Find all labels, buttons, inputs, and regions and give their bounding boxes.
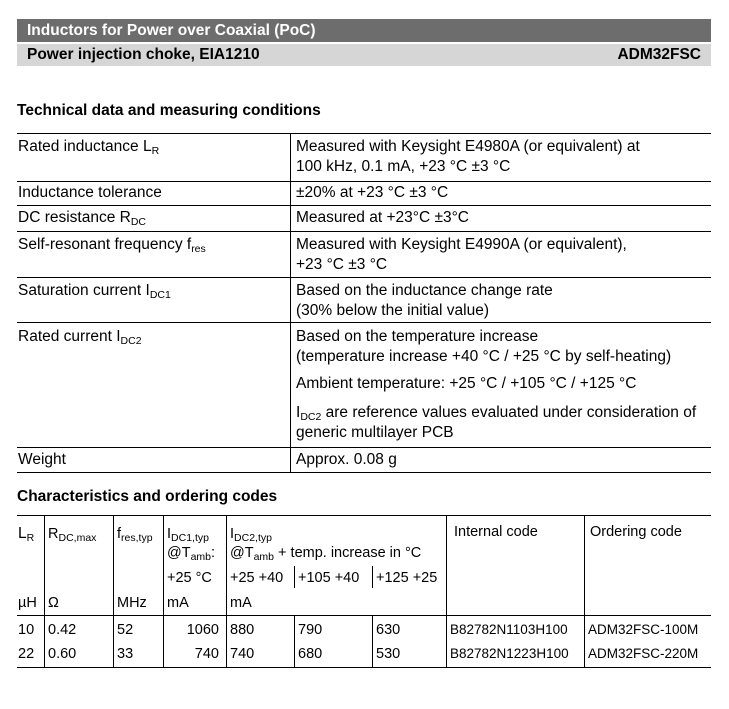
cell-lr: 10: [18, 622, 35, 638]
col-head-idc2-105: +105 +40: [298, 570, 360, 586]
unit-rdc: Ω: [48, 595, 59, 611]
cond-rated-current-3: Ambient temperature: +25 °C / +105 °C / +125 °C: [296, 375, 637, 392]
cell-fres: 52: [117, 622, 134, 638]
col-head-fres: $f_{res,typ}$: [117, 526, 153, 544]
col-head-idc1-at: $@T_{amb}$:: [167, 545, 216, 563]
param-self-resonant-frequency: Self-resonant frequency $f_{res}$: [18, 236, 206, 255]
cond-rated-inductance-2: 100 kHz, 0.1 mA, +23 °C ±3 °C: [296, 158, 511, 175]
section-title: Inductors for Power over Coaxial (PoC): [27, 22, 316, 39]
cond-dc-resistance: Measured at +23°C ±3°C: [296, 209, 469, 226]
unit-lr: µH: [18, 595, 37, 611]
subtitle-bar: [17, 44, 711, 66]
cond-rated-inductance-1: Measured with Keysight E4980A (or equivalent) at: [296, 138, 640, 155]
cond-rated-current-1: Based on the temperature increase: [296, 328, 539, 345]
cell-idc1: 740: [194, 646, 219, 662]
cond-rated-current-5: generic multilayer PCB: [296, 424, 454, 441]
cell-idc2-125: 630: [376, 622, 401, 638]
col-head-lr: $L_R$: [18, 525, 35, 544]
col-head-idc2: $I_{DC2,typ}$: [230, 526, 272, 544]
section-title-bar: [17, 19, 711, 42]
cond-rated-current-2: (temperature increase +40 °C / +25 °C by self-heating): [296, 348, 672, 365]
cell-idc2-125: 530: [376, 646, 401, 662]
param-dc-resistance: DC resistance $R_{DC}$: [18, 209, 147, 228]
col-head-idc1-temp: +25 °C: [167, 570, 212, 586]
cond-self-resonant-1: Measured with Keysight E4990A (or equivalent),: [296, 236, 627, 253]
param-rated-inductance: Rated inductance $L_R$: [18, 138, 160, 157]
cell-idc2-25: 880: [230, 622, 255, 638]
cell-ordering-code: ADM32FSC-220M: [588, 646, 699, 661]
cell-ordering-code: ADM32FSC-100M: [588, 622, 699, 637]
param-inductance-tolerance: Inductance tolerance: [18, 184, 162, 201]
col-head-ordering-code: Ordering code: [590, 524, 682, 540]
unit-fres: MHz: [117, 595, 147, 611]
col-head-rdc: $R_{DC,max}$: [48, 526, 97, 544]
col-head-idc1: $I_{DC1,typ}$: [167, 526, 209, 544]
part-number: ADM32FSC: [617, 46, 701, 63]
param-weight: Weight: [18, 451, 66, 468]
cell-idc2-25: 740: [230, 646, 255, 662]
cond-saturation-2: (30% below the initial value): [296, 302, 489, 319]
cell-idc1: 1060: [186, 622, 219, 638]
cell-internal-code: B82782N1103H100: [450, 622, 568, 637]
param-rated-current: Rated current $I_{DC2}$: [18, 328, 142, 347]
col-head-internal-code: Internal code: [454, 524, 538, 540]
cell-lr: 22: [18, 646, 35, 662]
cell-rdc: 0.60: [48, 646, 77, 662]
tech-heading: Technical data and measuring conditions: [17, 102, 321, 119]
cell-fres: 33: [117, 646, 134, 662]
char-heading: Characteristics and ordering codes: [17, 488, 278, 505]
param-saturation-current: Saturation current $I_{DC1}$: [18, 282, 171, 301]
col-head-idc2-125: +125 +25: [376, 570, 438, 586]
unit-idc1: mA: [167, 595, 189, 611]
col-head-idc2-25: +25 +40: [230, 570, 284, 586]
cond-saturation-1: Based on the inductance change rate: [296, 282, 553, 299]
cell-rdc: 0.42: [48, 622, 77, 638]
cond-self-resonant-2: +23 °C ±3 °C: [296, 256, 388, 273]
col-head-idc2-at: $@T_{amb}$ + temp. increase in °C: [230, 545, 422, 563]
product-description: Power injection choke, EIA1210: [27, 46, 260, 63]
cell-idc2-105: 680: [298, 646, 323, 662]
cell-internal-code: B82782N1223H100: [450, 646, 569, 661]
unit-idc2: mA: [230, 595, 252, 611]
cell-idc2-105: 790: [298, 622, 323, 638]
cond-inductance-tolerance: ±20% at +23 °C ±3 °C: [296, 184, 449, 201]
cond-rated-current-4: $I_{DC2}$ are reference values evaluated under consideration of: [296, 404, 697, 423]
cond-weight: Approx. 0.08 g: [296, 451, 397, 468]
